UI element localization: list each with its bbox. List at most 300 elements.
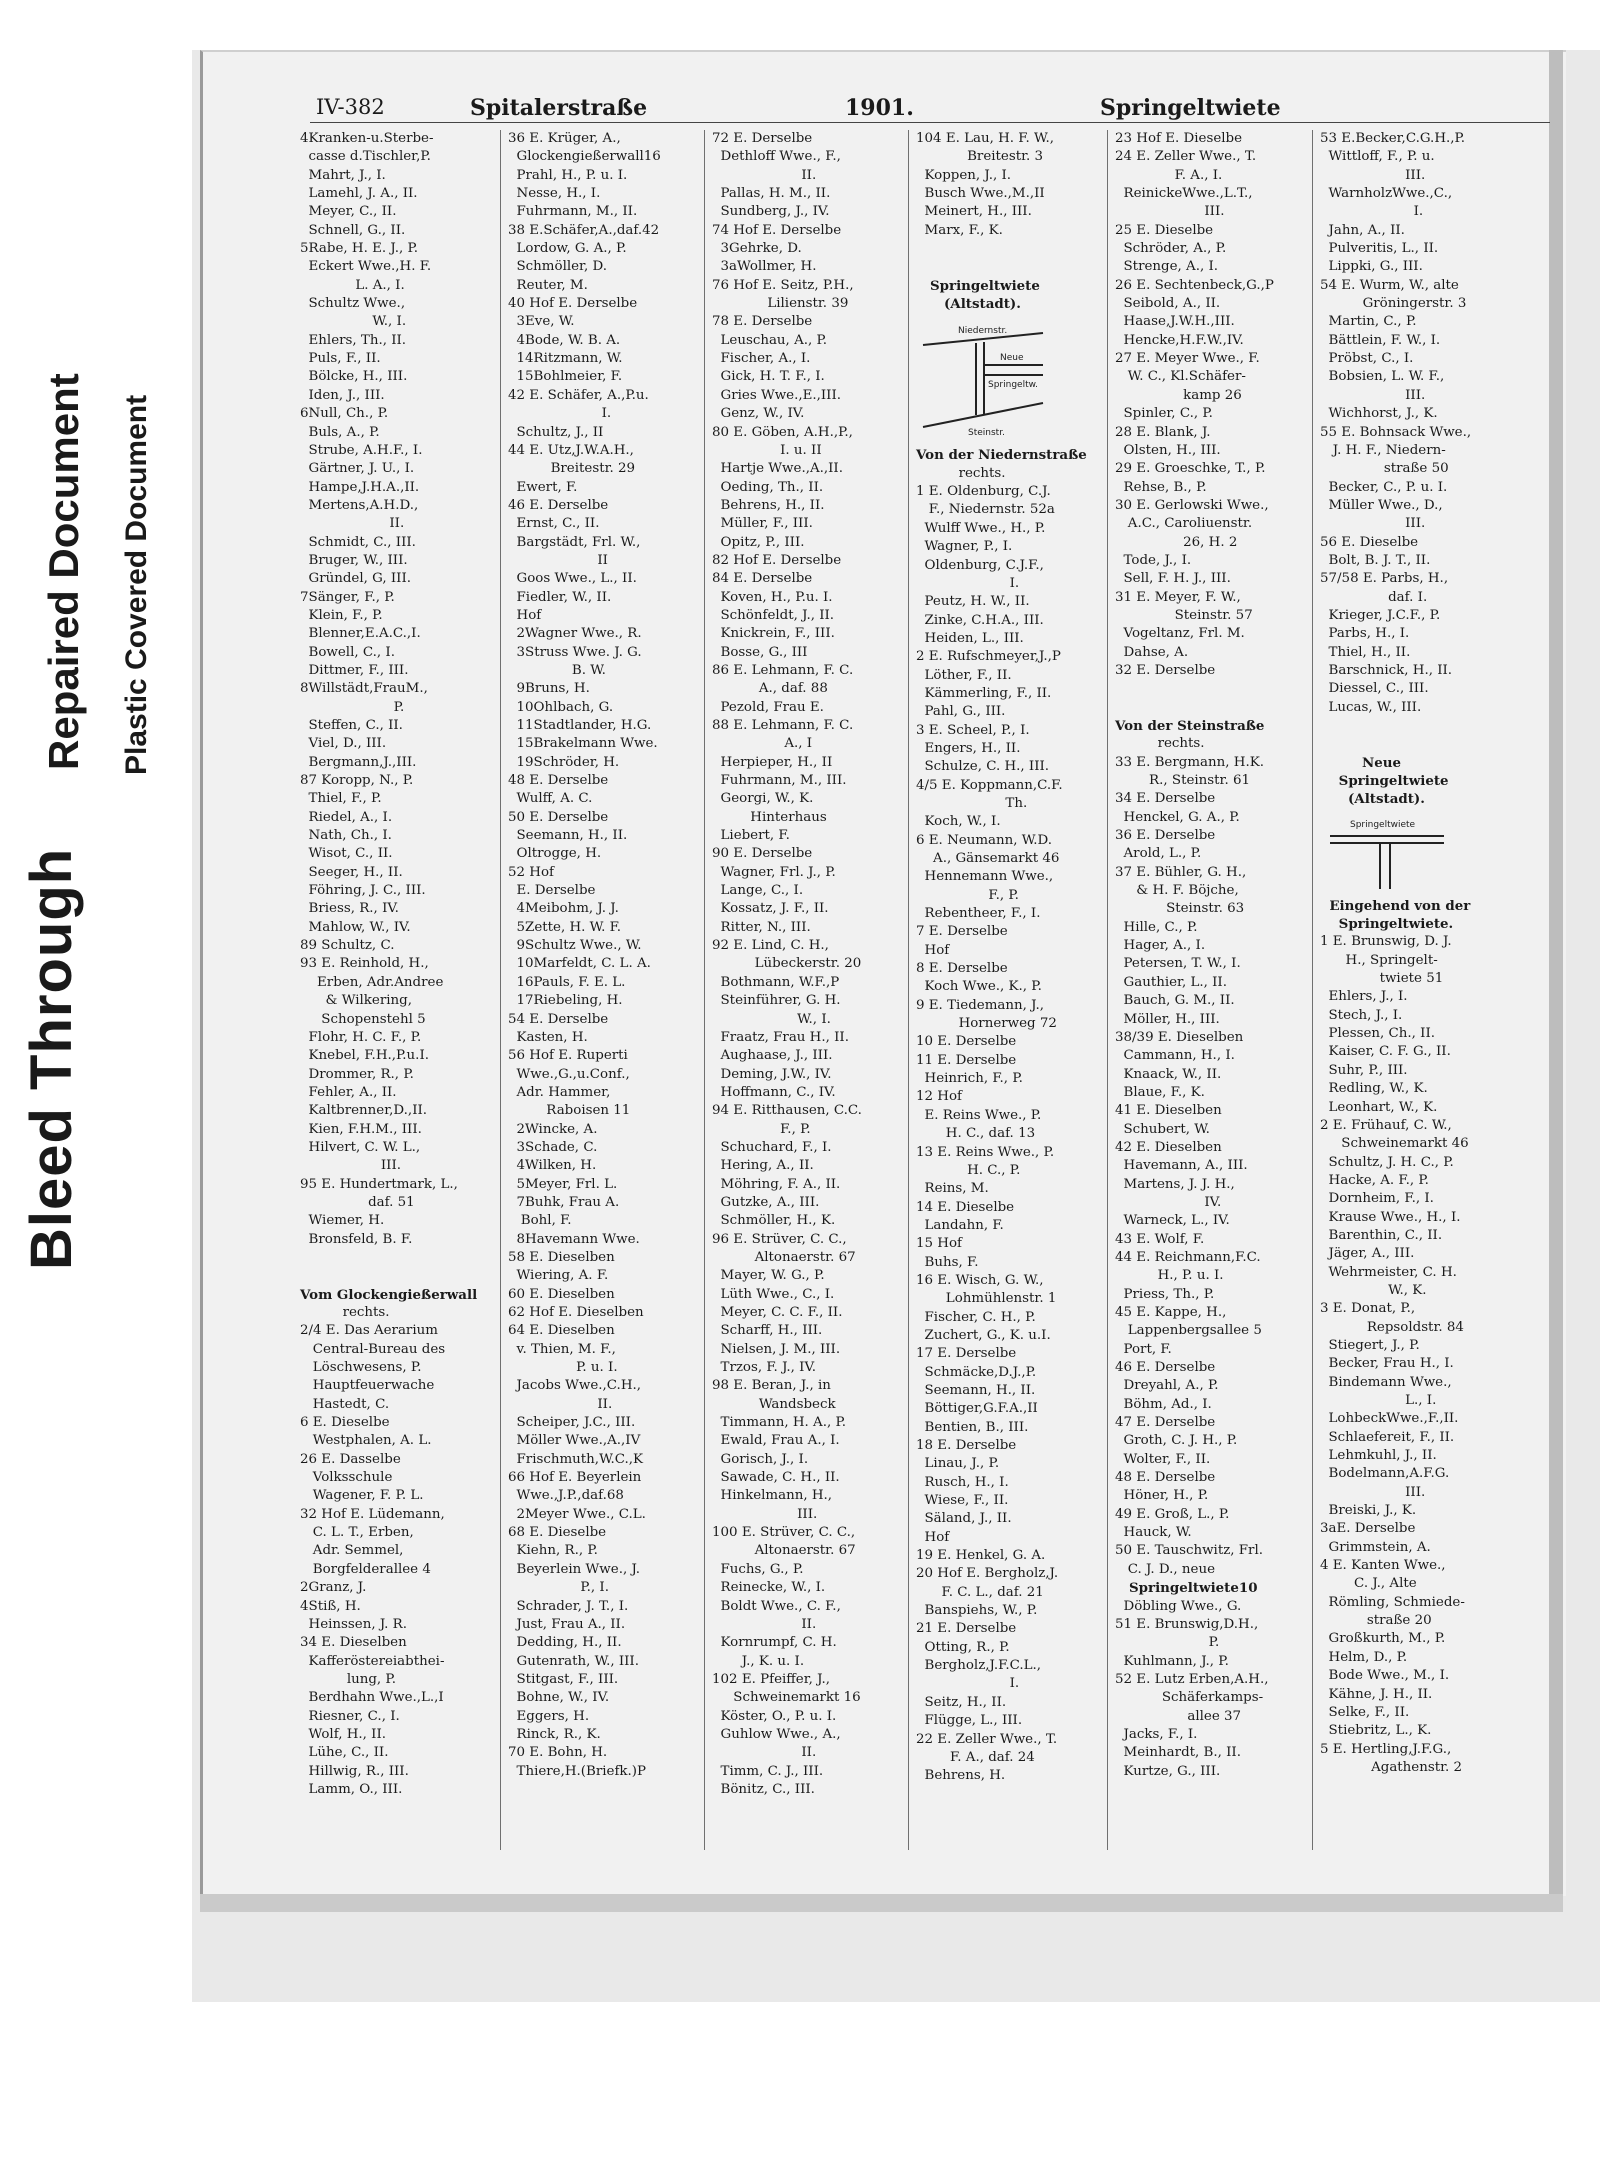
directory-entry-line: W. C., Kl.Schäfer-	[1115, 369, 1246, 385]
directory-entry-line: Rehse, B., P.	[1115, 479, 1207, 495]
directory-entry-line: Hinkelmann, H.,	[712, 1488, 833, 1504]
directory-entry-line: 104 E. Lau, H. F. W.,	[916, 131, 1054, 146]
directory-entry-line: 54 E. Derselbe	[508, 1011, 609, 1027]
directory-entry-line: Eggers, H.	[508, 1708, 590, 1724]
page-edge-right	[1549, 50, 1563, 1894]
directory-entry-line: Kien, F.H.M., III.	[300, 1121, 422, 1137]
directory-entry-line: Schweinemarkt 16	[712, 1690, 861, 1706]
directory-entry-line: Barschnick, H., II.	[1320, 662, 1453, 678]
directory-entry-line: Jacks, F., I.	[1115, 1726, 1198, 1742]
directory-entry-line: Bönitz, C., III.	[712, 1781, 815, 1797]
directory-entry-line: Arold, L., P.	[1115, 846, 1202, 862]
directory-entry-line: 50 E. Tauschwitz, Frl.	[1115, 1543, 1264, 1559]
directory-entry-line: 58 E. Dieselben	[508, 1249, 615, 1265]
directory-entry-line: Ernst, C., II.	[508, 516, 600, 532]
directory-entry-line: I.	[508, 406, 612, 422]
directory-entry-line: W., K.	[1320, 1282, 1427, 1298]
directory-entry-line	[1115, 699, 1257, 717]
directory-entry-line: (Altstadt).	[1320, 791, 1425, 808]
directory-entry-line: Banspiehs, W., P.	[916, 1603, 1038, 1619]
directory-entry-line	[916, 258, 1058, 276]
directory-entry-line: Pahl, G., III.	[916, 704, 1006, 720]
directory-entry-line: Viel, D., III.	[300, 736, 387, 752]
directory-entry-line: Schmöller, D.	[508, 259, 608, 275]
directory-entry-line: Dahse, A.	[1115, 644, 1189, 660]
directory-entry-line: 43 E. Wolf, F.	[1115, 1231, 1205, 1247]
directory-entry-line: 27 E. Meyer Wwe., F.	[1115, 351, 1260, 367]
directory-entry-line: 44 E. Utz,J.W.A.H.,	[508, 442, 634, 458]
directory-entry-line: Nesse, H., I.	[508, 186, 601, 202]
directory-entry-line: Stech, J., I.	[1320, 1007, 1403, 1023]
directory-entry-line: 45 E. Kappe, H.,	[1115, 1305, 1227, 1320]
directory-entry-line: Großkurth, M., P.	[1320, 1631, 1446, 1647]
directory-entry-line: Jahn, A., II.	[1320, 222, 1405, 238]
directory-entry-line: Krause Wwe., H., I.	[1320, 1209, 1461, 1225]
directory-entry-line: 84 E. Derselbe	[712, 571, 813, 587]
directory-entry-line: 68 E. Dieselbe	[508, 1525, 607, 1541]
directory-entry-line: III.	[1115, 204, 1225, 220]
directory-entry-line: Schäferkamps-	[1115, 1690, 1264, 1706]
directory-entry-line: Sell, F. H. J., III.	[1115, 571, 1231, 587]
directory-entry-line: Wiering, A. F.	[508, 1268, 609, 1284]
directory-entry-line: Jacobs Wwe.,C.H.,	[508, 1378, 642, 1394]
directory-entry-line: 89 Schultz, C.	[300, 938, 395, 954]
directory-entry-line: 56 E. Dieselbe	[1320, 534, 1419, 550]
directory-entry-line: Wiese, F., II.	[916, 1493, 1009, 1509]
directory-entry-line: 28 E. Blank, J.	[1115, 424, 1211, 440]
directory-entry-line: 56 Hof E. Ruperti	[508, 1048, 628, 1064]
directory-entry-line: Blenner,E.A.C.,I.	[300, 626, 421, 642]
directory-entry-line: Ewald, Frau A., I.	[712, 1433, 840, 1449]
directory-entry-line: Lamm, O., III.	[300, 1781, 403, 1797]
directory-entry-line: Flohr, H. C. F., P.	[300, 1029, 422, 1045]
directory-entry-line: Klein, F., P.	[300, 607, 383, 623]
directory-entry-line: Hof	[508, 607, 542, 623]
directory-entry-line: Bosse, G., III	[712, 644, 808, 660]
directory-entry-line: Lange, C., I.	[712, 883, 804, 899]
directory-entry-line: A., daf. 88	[712, 681, 828, 697]
directory-entry-line: II.	[712, 167, 817, 183]
directory-entry-line: Lucas, W., III.	[1320, 699, 1422, 715]
directory-entry-line: 3 E. Donat, P.,	[1320, 1301, 1416, 1317]
directory-entry-line: 80 E. Göben, A.H.,P.,	[712, 424, 853, 440]
directory-entry-line: Wisot, C., II.	[300, 846, 393, 862]
directory-entry-line: Helm, D., P.	[1320, 1649, 1408, 1665]
directory-entry-line: Seeger, H., II.	[300, 864, 403, 880]
directory-entry-line: Diessel, C., III.	[1320, 681, 1429, 697]
directory-entry-line: III.	[1320, 387, 1426, 403]
column-divider	[908, 130, 909, 1850]
directory-entry-line: Steffen, C., II.	[300, 718, 403, 733]
directory-entry-line: 16Pauls, F. E. L.	[508, 974, 626, 990]
directory-entry-line: Gick, H. T. F., I.	[712, 369, 825, 385]
directory-entry-line: Bentien, B., III.	[916, 1419, 1029, 1435]
directory-entry-line: Spinler, C., P.	[1115, 406, 1213, 422]
directory-entry-line: Leonhart, W., K.	[1320, 1099, 1438, 1115]
directory-entry-line: Koch Wwe., K., P.	[916, 979, 1042, 995]
directory-entry-line: Suhr, P., III.	[1320, 1062, 1408, 1078]
directory-entry-line: J. H. F., Niedern-	[1320, 442, 1446, 458]
directory-entry-line: Kiehn, R., P.	[508, 1543, 598, 1559]
directory-entry-line: Hof	[916, 942, 950, 958]
directory-entry-line: Stiebritz, L., K.	[1320, 1723, 1432, 1739]
directory-entry-line: Kuhlmann, J., P.	[1115, 1653, 1229, 1669]
directory-entry-line: Stiegert, J., P.	[1320, 1337, 1420, 1353]
directory-entry-line: Bergmann,J.,III.	[300, 754, 417, 770]
directory-entry-line: 3Gehrke, D.	[712, 241, 802, 257]
header-rule	[310, 122, 1550, 123]
directory-entry-line: Krieger, J.C.F., P.	[1320, 607, 1441, 623]
directory-entry-line: Gröningerstr. 3	[1320, 296, 1467, 312]
directory-entry-line: Trzos, F. J., IV.	[712, 1360, 817, 1376]
directory-entry-line: 47 E. Derselbe	[1115, 1415, 1216, 1431]
directory-entry-line: 82 Hof E. Derselbe	[712, 552, 842, 568]
directory-entry-line: daf. I.	[1320, 589, 1428, 605]
directory-entry-line: Havemann, A., III.	[1115, 1158, 1248, 1174]
directory-entry-line: Herpieper, H., II	[712, 754, 833, 770]
directory-entry-line: Barenthin, C., II.	[1320, 1227, 1443, 1243]
directory-entry-line: Schröder, A., P.	[1115, 241, 1227, 257]
directory-entry-line: I.	[1320, 204, 1424, 220]
directory-entry-line: Beyerlein Wwe., J.	[508, 1561, 641, 1577]
directory-entry-line: Ehlers, Th., II.	[300, 332, 407, 348]
directory-entry-line: Hacke, A. F., P.	[1320, 1172, 1429, 1188]
directory-entry-line: Raboisen 11	[508, 1103, 631, 1119]
directory-entry-line: twiete 51	[1320, 971, 1444, 987]
directory-entry-line: I. u. II	[712, 442, 822, 458]
directory-entry-line: Volksschule	[300, 1470, 393, 1486]
directory-entry-line: 46 E. Derselbe	[508, 497, 609, 513]
directory-entry-line: Möhring, F. A., II.	[712, 1176, 841, 1192]
directory-entry-line: II.	[508, 1396, 613, 1412]
directory-entry-line: Dornheim, F., I.	[1320, 1191, 1434, 1207]
directory-entry-line: Lippki, G., III.	[1320, 259, 1423, 275]
directory-entry-line: Scheiper, J.C., III.	[508, 1415, 636, 1431]
directory-entry-line: 18 E. Derselbe	[916, 1438, 1017, 1453]
directory-entry-line: 62 Hof E. Dieselben	[508, 1305, 644, 1320]
directory-entry-line: Reinecke, W., I.	[712, 1580, 826, 1596]
directory-entry-line: 38/39 E. Dieselben	[1115, 1029, 1244, 1045]
directory-entry-line: Westphalen, A. L.	[300, 1433, 432, 1449]
directory-entry-line: 7Sänger, F., P.	[300, 589, 395, 605]
directory-entry-line: Drommer, R., P.	[300, 1066, 414, 1082]
plastic-covered-label: Plastic Covered Document	[120, 394, 153, 775]
directory-entry-line	[300, 1249, 442, 1267]
directory-entry-line: Plessen, Ch., II.	[1320, 1026, 1436, 1042]
directory-entry-line: Nielsen, J. M., III.	[712, 1341, 841, 1357]
directory-entry-line: & H. F. Böjche,	[1115, 883, 1239, 899]
directory-entry-line: Reins, M.	[916, 1181, 989, 1197]
directory-entry-line: Müller, F., III.	[712, 516, 813, 532]
directory-entry-line: Springeltwiete.	[1320, 916, 1454, 933]
directory-entry-line: 44 E. Reichmann,F.C.	[1115, 1249, 1261, 1265]
directory-entry-line: Berdhahn Wwe.,L.,I	[300, 1690, 444, 1706]
directory-entry-line: Wwe.,G.,u.Conf.,	[508, 1066, 630, 1082]
directory-entry-line	[916, 240, 1058, 258]
directory-entry-line: 4Stiß, H.	[300, 1598, 361, 1614]
directory-entry-line: Seibold, A., II.	[1115, 296, 1221, 312]
directory-entry-line: Fraatz, Frau H., II.	[712, 1029, 849, 1045]
directory-entry-line: Kaltbrenner,D.,II.	[300, 1103, 428, 1119]
directory-entry-line: Olsten, H., III.	[1115, 442, 1221, 458]
directory-entry-line: Vogeltanz, Frl. M.	[1115, 626, 1245, 642]
directory-entry-line: Meyer, C., II.	[300, 204, 397, 220]
directory-entry-line: Rinck, R., K.	[508, 1726, 601, 1742]
directory-entry-line: Erben, Adr.Andree	[300, 974, 444, 990]
directory-entry-line: Priess, Th., P.	[1115, 1286, 1215, 1302]
directory-entry-line: Hillwig, R., III.	[300, 1763, 409, 1779]
directory-entry-line: Bargstädt, Frl. W.,	[508, 534, 641, 550]
directory-entry-line: Puls, F., II.	[300, 351, 381, 367]
directory-column-1	[300, 130, 478, 1850]
directory-entry-line: Knebel, F.H.,P.u.I.	[300, 1048, 429, 1064]
directory-entry-line: Buls, A., P.	[300, 424, 380, 440]
directory-entry-line: Jäger, A., III.	[1320, 1246, 1415, 1262]
directory-entry-line: Schuchard, F., I.	[712, 1139, 832, 1155]
directory-entry-line: 94 E. Ritthausen, C.C.	[712, 1103, 862, 1119]
directory-entry-line: 48 E. Derselbe	[1115, 1470, 1216, 1486]
directory-entry-line: 53 E.Becker,C.G.H.,P.	[1320, 131, 1466, 146]
directory-entry-line: Kasten, H.	[508, 1029, 588, 1045]
directory-entry-line: F., P.	[712, 1121, 811, 1137]
directory-entry-line: Mahlow, W., IV.	[300, 919, 411, 935]
directory-entry-line: E. Derselbe	[508, 883, 596, 899]
directory-entry-line: Th.	[916, 795, 1028, 811]
directory-entry-line: 26 E. Sechtenbeck,G.,P	[1115, 277, 1274, 293]
directory-entry-line: 5Zette, H. W. F.	[508, 919, 622, 935]
directory-entry-line: Lordow, G. A., P.	[508, 241, 627, 257]
directory-entry-line: Hartje Wwe.,A.,II.	[712, 461, 843, 477]
directory-entry-line: Schweinemarkt 46	[1320, 1136, 1469, 1152]
directory-entry-line: Boldt Wwe., C. F.,	[712, 1598, 841, 1614]
directory-entry-line: Wehrmeister, C. H.	[1320, 1264, 1457, 1280]
directory-entry-line: Hauptfeuerwache	[300, 1378, 435, 1394]
directory-entry-line: Hilvert, C. W. L.,	[300, 1139, 421, 1155]
directory-entry-line: 5Meyer, Frl. L.	[508, 1176, 618, 1192]
directory-entry-line: Adr. Semmel,	[300, 1543, 404, 1559]
directory-entry-line: III.	[1320, 167, 1426, 183]
directory-entry-line: 64 E. Dieselben	[508, 1323, 615, 1339]
directory-entry-line: daf. 51	[300, 1194, 415, 1210]
directory-entry-line: Springeltwiete10	[1115, 1580, 1258, 1597]
directory-entry-line: 88 E. Lehmann, F. C.	[712, 718, 854, 733]
directory-entry-line: Hoffmann, C., IV.	[712, 1084, 836, 1100]
directory-entry-line: Hampe,J.H.A.,II.	[300, 479, 420, 495]
directory-entry-line: Thiel, F., P.	[300, 791, 382, 807]
directory-entry-line: C. J., Alte	[1320, 1576, 1417, 1592]
directory-entry-line: Aughaase, J., III.	[712, 1048, 833, 1064]
directory-entry-line: 23 Hof E. Dieselbe	[1115, 131, 1243, 146]
directory-entry-line: 21 E. Derselbe	[916, 1621, 1017, 1637]
margin-label-strip	[0, 0, 192, 2177]
directory-entry-line: 52 Hof	[508, 864, 554, 880]
directory-entry-line: (Altstadt).	[916, 296, 1021, 313]
directory-entry-line: 4 E. Kanten Wwe.,	[1320, 1558, 1446, 1574]
directory-entry-line: 98 E. Beran, J., in	[712, 1378, 831, 1394]
directory-entry-line: P.	[1115, 1635, 1220, 1651]
bottom-blank-area	[0, 2002, 1600, 2177]
directory-entry-line: 4Meibohm, J. J.	[508, 901, 619, 917]
directory-entry-line: 15 Hof	[916, 1236, 962, 1252]
directory-entry-line: Bindemann Wwe.,	[1320, 1374, 1452, 1390]
directory-entry-line: 15Brakelmann Wwe.	[508, 736, 658, 752]
directory-entry-line: Bohne, W., IV.	[508, 1690, 610, 1706]
directory-entry-line: L., I.	[1320, 1393, 1437, 1408]
directory-entry-line: 48 E. Derselbe	[508, 773, 609, 789]
directory-entry-line: Bohl, F.	[508, 1213, 572, 1229]
directory-entry-line: Fiedler, W., II.	[508, 589, 612, 605]
directory-entry-line: 7 E. Derselbe	[916, 924, 1008, 940]
directory-entry-line: P. u. I.	[508, 1360, 618, 1376]
directory-entry-line: 19Schröder, H.	[508, 754, 620, 770]
directory-column-6	[1320, 130, 1472, 1850]
directory-entry-line: Leuschau, A., P.	[712, 332, 828, 348]
directory-entry-line: Schopenstehl 5	[300, 1011, 426, 1027]
directory-entry-line: Wichhorst, J., K.	[1320, 406, 1438, 422]
directory-entry-line: Schultz, J. H. C., P.	[1320, 1154, 1454, 1170]
directory-entry-line: 9Schultz Wwe., W.	[508, 938, 642, 954]
directory-entry-line: Parbs, H., I.	[1320, 626, 1410, 642]
directory-entry-line: Hauck, W.	[1115, 1525, 1192, 1541]
directory-entry-line: 6Null, Ch., P.	[300, 406, 389, 422]
directory-entry-line: 1 E. Brunswig, D. J.	[1320, 934, 1452, 950]
directory-entry-line: 42 E. Dieselben	[1115, 1139, 1222, 1155]
directory-entry-line: 92 E. Lind, C. H.,	[712, 938, 829, 954]
directory-entry-line: 5 E. Hertling,J.F.G.,	[1320, 1741, 1452, 1757]
directory-entry-line: Riedel, A., I.	[300, 809, 393, 825]
directory-entry-line: Kaiser, C. F. G., II.	[1320, 1044, 1451, 1060]
directory-entry-line: Schönfeldt, J., II.	[712, 607, 835, 623]
directory-entry-line: Central-Bureau des	[300, 1341, 446, 1357]
directory-entry-line: Heinssen, J. R.	[300, 1616, 408, 1632]
street-map-neue-springeltwiete	[1322, 811, 1452, 891]
directory-entry-line: Buhs, F.	[916, 1254, 979, 1270]
directory-entry-line: Bölcke, H., III.	[300, 369, 408, 385]
directory-entry-line: E. Reins Wwe., P.	[916, 1107, 1042, 1123]
directory-entry-line: 10Marfeldt, C. L. A.	[508, 956, 651, 972]
directory-entry-line: A.C., Caroliuenstr.	[1115, 516, 1253, 532]
directory-entry-line: Timm, C. J., III.	[712, 1763, 824, 1779]
directory-entry-line: Wwe.,J.P.,daf.68	[508, 1488, 624, 1504]
directory-entry-line: Petersen, T. W., I.	[1115, 956, 1241, 972]
directory-entry-line: B. W.	[508, 662, 606, 678]
directory-entry-line: Grimmstein, A.	[1320, 1539, 1431, 1555]
directory-entry-line: Rusch, H., I.	[916, 1474, 1009, 1490]
directory-entry-line: 17Riebeling, H.	[508, 993, 623, 1009]
directory-entry-line: Schmöller, H., K.	[712, 1213, 836, 1229]
directory-entry-line: Hennemann Wwe.,	[916, 869, 1054, 885]
directory-entry-line: 70 E. Bohn, H.	[508, 1745, 608, 1761]
directory-entry-line: Nath, Ch., I.	[300, 828, 392, 844]
directory-entry-line: Möller Wwe.,A.,IV	[508, 1433, 641, 1449]
directory-entry-line: 8 E. Derselbe	[916, 961, 1008, 977]
directory-entry-line: 10 E. Derselbe	[916, 1034, 1017, 1050]
directory-entry-line: II	[508, 552, 608, 568]
directory-entry-line: 57/58 E. Parbs, H.,	[1320, 571, 1449, 587]
directory-entry-line: Gorisch, J., I.	[712, 1451, 809, 1467]
directory-entry-line: 51 E. Brunswig,D.H.,	[1115, 1616, 1259, 1632]
directory-entry-line: Säland, J., II.	[916, 1511, 1012, 1527]
directory-entry-line: W., I.	[300, 314, 407, 330]
directory-entry-line: & Wilkering,	[300, 993, 412, 1009]
directory-entry-line: Mertens,A.H.D.,	[300, 497, 419, 513]
directory-entry-line: Eckert Wwe.,H. F.	[300, 259, 432, 275]
directory-entry-line: 40 Hof E. Derselbe	[508, 296, 638, 312]
directory-entry-line: Wandsbeck	[712, 1396, 836, 1412]
directory-entry-line: Seemann, H., II.	[916, 1382, 1036, 1398]
directory-entry-line: Schmidt, C., III.	[300, 534, 416, 550]
directory-entry-line: Gutzke, A., III.	[712, 1194, 820, 1210]
map-street-label: Springeltw.	[988, 380, 1039, 391]
directory-entry-line: Port, F.	[1115, 1341, 1172, 1357]
directory-entry-line: Hinterhaus	[712, 809, 827, 825]
directory-entry-line: J., K. u. I.	[712, 1653, 805, 1669]
directory-entry-line: Scharff, H., III.	[712, 1323, 823, 1339]
directory-entry-line: 86 E. Lehmann, F. C.	[712, 662, 854, 678]
directory-entry-line: Fischer, C. H., P.	[916, 1309, 1036, 1325]
page-number: IV-382	[316, 95, 385, 119]
directory-entry-line: 31 E. Meyer, F. W.,	[1115, 589, 1241, 605]
directory-entry-line: Bodelmann,A.F.G.	[1320, 1466, 1450, 1482]
directory-column-4	[916, 130, 1087, 1850]
directory-entry-line: Hencke,H.F.W.,IV.	[1115, 332, 1244, 348]
directory-entry-line: Tode, J., I.	[1115, 552, 1192, 568]
directory-entry-line: Dittmer, F., III.	[300, 662, 409, 678]
directory-entry-line: Kossatz, J. F., II.	[712, 901, 829, 917]
column-divider	[1312, 130, 1313, 1850]
directory-entry-line: R., Steinstr. 61	[1115, 773, 1251, 789]
directory-entry-line: Liebert, F.	[712, 828, 790, 844]
directory-entry-line: 2Wagner Wwe., R.	[508, 626, 642, 642]
directory-entry-line: Höner, H., P.	[1115, 1488, 1209, 1504]
directory-entry-line: II.	[712, 1616, 817, 1632]
directory-entry-line: H. C., P.	[916, 1162, 1021, 1178]
directory-entry-line: III.	[1320, 1484, 1426, 1500]
directory-entry-line: H., Springelt-	[1320, 952, 1438, 968]
map-street-label: Niedernstr.	[958, 326, 1008, 337]
directory-entry-line: 6 E. Dieselbe	[300, 1415, 390, 1431]
directory-entry-line: Breitestr. 29	[508, 461, 636, 477]
directory-entry-line: 29 E. Groeschke, T., P.	[1115, 461, 1266, 477]
directory-entry-line: F. C. L., daf. 21	[916, 1584, 1044, 1600]
directory-entry-line: Lehmkuhl, J., II.	[1320, 1448, 1437, 1464]
directory-entry-line: Wolter, F., II.	[1115, 1451, 1211, 1467]
directory-entry-line: Mayer, W. G., P.	[712, 1268, 825, 1284]
directory-entry-line: 2Wincke, A.	[508, 1121, 598, 1137]
directory-entry-line: 25 E. Dieselbe	[1115, 222, 1214, 238]
directory-entry-line: Pröbst, C., I.	[1320, 351, 1414, 367]
directory-entry-line: Heiden, L., III.	[916, 630, 1024, 646]
directory-entry-line: Iden, J., III.	[300, 387, 385, 403]
directory-entry-line: Koppen, J., I.	[916, 167, 1012, 183]
directory-entry-line: F. A., I.	[1115, 167, 1223, 183]
page-edge-bottom	[200, 1894, 1563, 1912]
directory-entry-line: 46 E. Derselbe	[1115, 1360, 1216, 1376]
directory-entry-line: Flügge, L., III.	[916, 1713, 1023, 1729]
directory-entry-line: Wagner, P., I.	[916, 539, 1013, 555]
directory-entry-line: Zuchert, G., K. u.I.	[916, 1327, 1051, 1343]
directory-entry-line: Hering, A., II.	[712, 1158, 814, 1174]
directory-entry-line: 11 E. Derselbe	[916, 1052, 1017, 1068]
directory-columns	[300, 130, 1550, 1850]
directory-entry-line: Landahn, F.	[916, 1217, 1004, 1233]
directory-entry-line: III.	[712, 1506, 818, 1522]
directory-entry-line: Kurtze, G., III.	[1115, 1763, 1221, 1779]
directory-entry-line: Timmann, H. A., P.	[712, 1415, 847, 1431]
directory-entry-line: Lohmühlenstr. 1	[916, 1291, 1057, 1307]
directory-entry-line: Becker, Frau H., I.	[1320, 1356, 1454, 1372]
directory-entry-line: Blaue, F., K.	[1115, 1084, 1205, 1100]
